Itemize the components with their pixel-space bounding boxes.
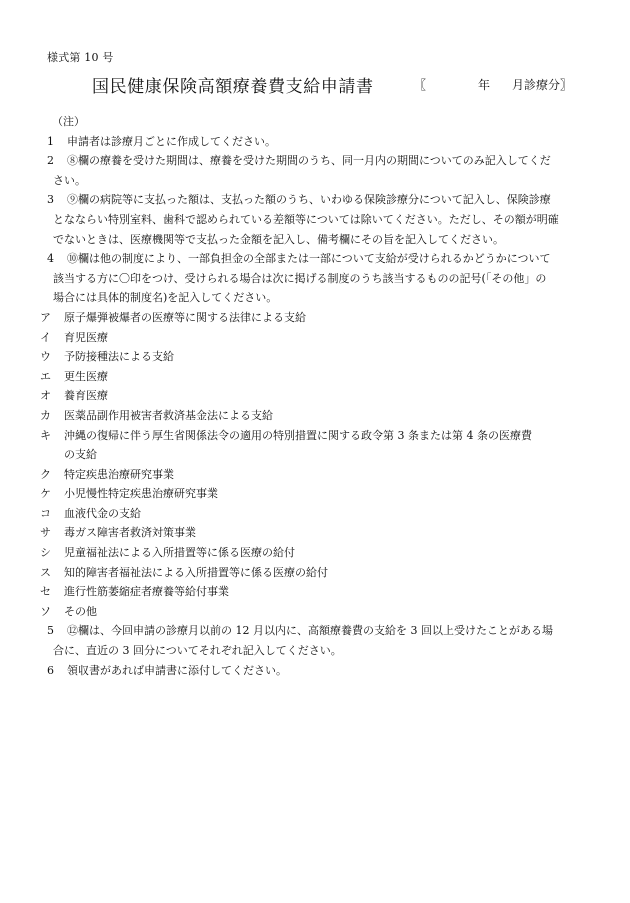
note-text-continued: となならい特別室料、歯科で認められている差額等については除いてください。ただし、その額が明確 xyxy=(53,212,559,226)
notes-heading: （注） xyxy=(52,115,85,128)
system-name: 予防接種法による支給 xyxy=(64,350,174,364)
title-row xyxy=(92,72,592,96)
system-name: 児童福祉法による入所措置等に係る医療の給付 xyxy=(64,546,295,560)
support-system-list xyxy=(40,308,592,622)
note-item xyxy=(47,190,592,249)
support-system-item xyxy=(40,602,592,622)
note-text-continued: 合に、直近の 3 回分についてそれぞれ記入してください。 xyxy=(53,644,342,658)
system-name: 小児慢性特定疾患治療研究事業 xyxy=(64,487,218,501)
system-name: 養育医療 xyxy=(64,389,108,403)
note-item xyxy=(47,621,592,660)
note-text-continued: 該当する方に〇印をつけ、受けられる場合は次に掲げる制度のうち該当するものの記号(「その他」の xyxy=(53,271,547,285)
support-system-item xyxy=(40,543,592,563)
system-code: ク xyxy=(40,467,51,481)
system-code: キ xyxy=(40,428,51,442)
system-name: 毒ガス障害者救済対策事業 xyxy=(64,526,196,540)
note-number: 2 xyxy=(47,154,54,168)
note-item xyxy=(47,132,592,152)
system-name: 原子爆弾被爆者の医療等に関する法律による支給 xyxy=(64,310,306,324)
note-text: ⑧欄の療養を受けた期間は、療養を受けた期間のうち、同一月内の期間についてのみ記入してくだ xyxy=(67,154,551,168)
system-name: その他 xyxy=(64,604,97,618)
support-system-item xyxy=(40,406,592,426)
note-text: ⑩欄は他の制度により、一部負担金の全部または一部について支給が受けられるかどうかについて xyxy=(67,252,551,266)
note-number: 1 xyxy=(47,134,54,148)
support-system-item xyxy=(40,484,592,504)
note-text-continued: 場合には具体的制度名)を記入してください。 xyxy=(53,291,278,305)
system-code: ケ xyxy=(40,487,51,501)
note-number: 4 xyxy=(47,252,54,266)
system-code: ス xyxy=(40,565,51,579)
period-month-label: 月診療分〗 xyxy=(512,78,573,92)
note-item xyxy=(47,249,592,308)
support-system-item xyxy=(40,328,592,348)
system-code: セ xyxy=(40,585,51,599)
system-name: 沖縄の復帰に伴う厚生省関係法令の適用の特別措置に関する政令第 3 条または第 4 条の医療費 xyxy=(64,428,532,442)
form-number: 様式第 10 号 xyxy=(47,51,114,64)
system-code: ア xyxy=(40,310,51,324)
system-name: 進行性筋萎縮症者療養等給付事業 xyxy=(64,585,229,599)
note-text: 申請者は診療月ごとに作成してください。 xyxy=(67,134,276,148)
support-system-item xyxy=(40,347,592,367)
support-system-item xyxy=(40,386,592,406)
note-item xyxy=(47,661,592,681)
note-number: 6 xyxy=(47,663,54,677)
support-system-item xyxy=(40,523,592,543)
note-number: 5 xyxy=(47,624,54,638)
support-system-item xyxy=(40,465,592,485)
support-system-item xyxy=(40,563,592,583)
support-system-item xyxy=(40,426,592,465)
system-name: 更生医療 xyxy=(64,369,108,383)
system-code: カ xyxy=(40,408,51,422)
support-system-item xyxy=(40,367,592,387)
period-year-label: 年 xyxy=(478,78,491,92)
system-code: エ xyxy=(40,369,51,383)
system-name: 血液代金の支給 xyxy=(64,506,141,520)
system-code: シ xyxy=(40,546,51,560)
system-name: 医薬品副作用被害者救済基金法による支給 xyxy=(64,408,273,422)
notes-section xyxy=(40,112,592,680)
form-title: 国民健康保険高額療養費支給申請書 xyxy=(92,77,374,97)
note-text: 領収書があれば申請書に添付してください。 xyxy=(67,663,287,677)
note-text: ⑫欄は、今回申請の診療月以前の 12 月以内に、高額療養費の支給を 3 回以上受けたことがある場 xyxy=(67,624,553,638)
system-code: オ xyxy=(40,389,51,403)
note-text: ⑨欄の病院等に支払った額は、支払った額のうち、いわゆる保険診療分について記入し、保険診療 xyxy=(67,193,551,207)
support-system-item xyxy=(40,308,592,328)
note-text-continued: さい。 xyxy=(53,173,86,187)
system-name: 育児医療 xyxy=(64,330,108,344)
period-open-bracket: 〖 xyxy=(414,78,427,92)
system-code: コ xyxy=(40,506,51,520)
note-text-continued: でないときは、医療機関等で支払った金額を記入し、備考欄にその旨を記入してください。 xyxy=(53,232,504,246)
system-name: 特定疾患治療研究事業 xyxy=(64,467,174,481)
system-code: サ xyxy=(40,526,51,540)
system-name: 知的障害者福祉法による入所措置等に係る医療の給付 xyxy=(64,565,328,579)
system-code: ウ xyxy=(40,350,51,364)
support-system-item xyxy=(40,582,592,602)
system-name-continued: の支給 xyxy=(64,448,97,462)
system-code: ソ xyxy=(40,604,51,618)
treatment-period xyxy=(414,76,572,93)
system-code: イ xyxy=(40,330,51,344)
support-system-item xyxy=(40,504,592,524)
note-number: 3 xyxy=(47,193,54,207)
note-item xyxy=(47,151,592,190)
